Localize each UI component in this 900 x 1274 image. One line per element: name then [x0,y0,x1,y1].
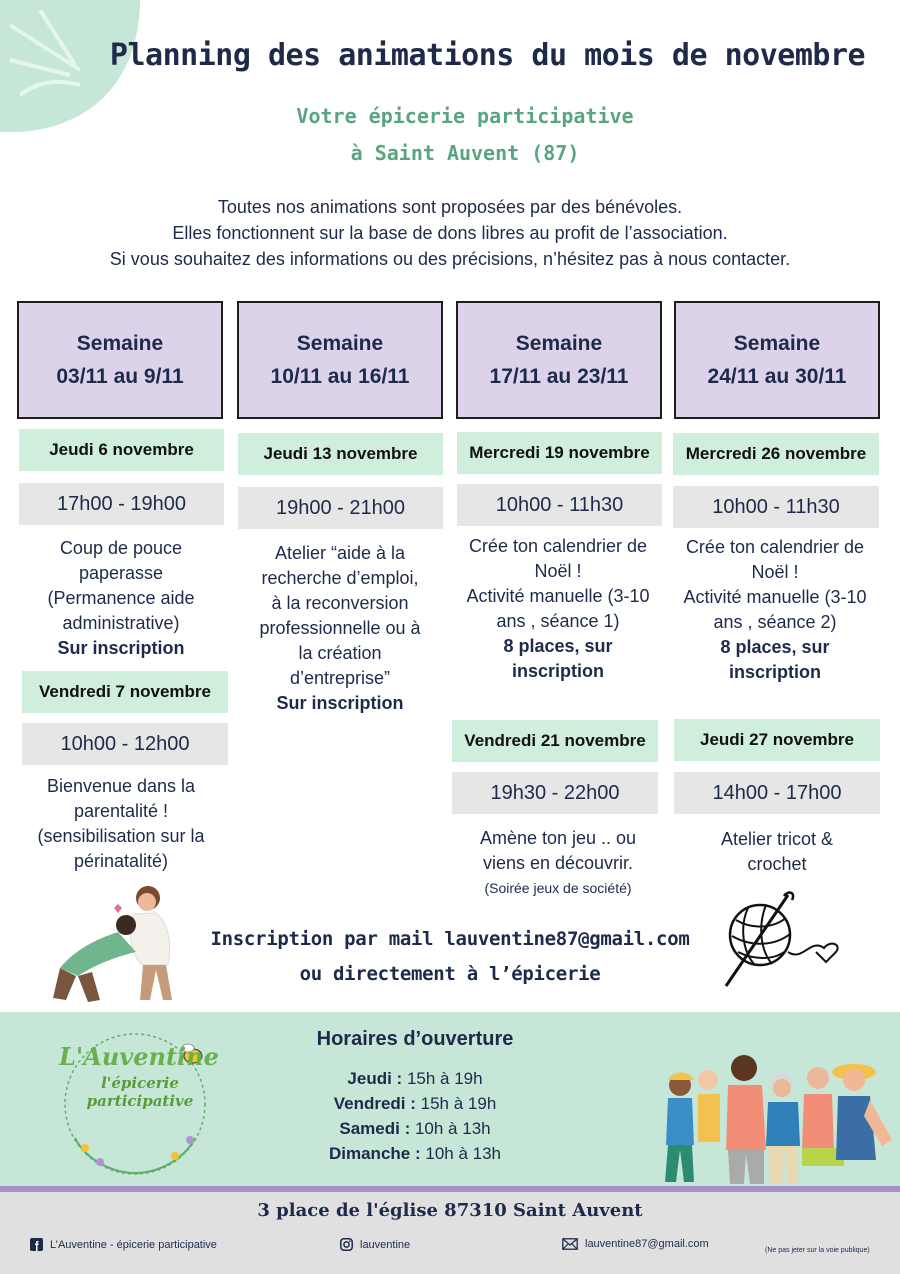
address: 3 place de l'église 87310 Saint Auvent [257,1200,643,1221]
facebook-label: L’Auventine - épicerie participative [50,1238,217,1251]
desc-line: Atelier “aide à la [274,543,406,563]
mail-icon [562,1238,578,1250]
desc-line: (sensibilisation sur la [37,826,205,846]
desc-line: paperasse [78,563,164,583]
event-day: Vendredi 7 novembre [22,671,228,713]
volunteers-illustration-icon [632,1050,900,1186]
email-label: lauventine87@gmail.com [585,1238,709,1250]
week-3-header [456,301,662,419]
week-label: Semaine [515,332,603,355]
page-title: Planning des animations du mois de novembre [109,38,866,73]
event-description [664,827,890,877]
week-range: 17/11 au 23/11 [489,365,629,388]
desc-line: ans , séance 2) [713,612,837,632]
subtitle-line-1: Votre épicerie participative [296,104,634,128]
event-time: 17h00 - 19h00 [19,483,224,525]
week-label: Semaine [76,332,164,355]
desc-line: Activité manuelle (3-10 [683,587,867,607]
event-time: 10h00 - 11h30 [673,486,879,528]
email-link[interactable] [562,1238,709,1250]
instagram-link[interactable] [340,1238,410,1251]
inscription-line-1: Inscription par mail lauventine87@gmail.com [210,928,690,950]
event-description [447,826,669,901]
subtitle-line-2: à Saint Auvent (87) [350,141,580,165]
desc-line: la création [298,643,382,663]
hours-time: 15h à 19h [406,1069,483,1088]
disposal-note: (Ne pas jeter sur la voie publique) [765,1247,870,1254]
instagram-label: lauventine [360,1238,411,1251]
desc-line: parentalité ! [73,801,169,821]
hours-row [270,1066,560,1091]
event-description [664,535,886,685]
desc-emphasis: 8 places, sur [503,636,613,656]
desc-line: d’entreprise” [289,668,391,688]
desc-line: viens en découvrir. [482,853,634,873]
desc-line: Noël ! [534,561,582,581]
desc-emphasis: 8 places, sur [720,637,830,657]
event-description [10,536,232,661]
event-day: Vendredi 21 novembre [452,720,658,762]
hours-title: Horaires d’ouverture [316,1028,514,1050]
week-1-header [17,301,223,419]
desc-line: ans , séance 1) [496,611,620,631]
desc-line: Bienvenue dans la [46,776,196,796]
event-day: Jeudi 27 novembre [674,719,880,761]
event-day: Mercredi 26 novembre [673,433,879,475]
intro-line: Toutes nos animations sont proposées par des bénévoles. [217,197,683,217]
hours-row [270,1091,560,1116]
desc-line: crochet [747,854,807,874]
week-range: 03/11 au 9/11 [56,365,184,388]
facebook-icon [30,1238,43,1251]
event-description [447,534,669,684]
desc-emphasis: Sur inscription [276,693,404,713]
desc-line: Crée ton calendrier de [685,537,865,557]
hours-row [270,1116,560,1141]
desc-line: périnatalité) [73,851,169,871]
desc-line: Atelier tricot & [720,829,834,849]
desc-emphasis: inscription [728,662,821,682]
auventine-logo [55,1028,219,1178]
desc-line: Amène ton jeu .. ou [479,828,637,848]
week-label: Semaine [296,332,384,355]
instagram-icon [340,1238,353,1251]
desc-line: (Permanence aide [47,588,195,608]
hours-time: 10h à 13h [414,1119,491,1138]
facebook-link[interactable] [30,1238,217,1251]
event-description [230,541,450,716]
event-time: 10h00 - 12h00 [22,723,228,765]
desc-line: Crée ton calendrier de [468,536,648,556]
logo-line-2: l'épicerie [101,1074,179,1092]
yarn-ball-icon [718,890,848,990]
week-2-header [237,301,443,419]
intro-line: Si vous souhaitez des informations ou des précisions, n’hésitez pas à nous contacter. [109,249,791,269]
desc-line: Noël ! [751,562,799,582]
desc-emphasis: Sur inscription [57,638,185,658]
desc-small-note: (Soirée jeux de société) [484,880,632,896]
logo-line-3: participative [86,1092,194,1110]
hours-time: 10h à 13h [425,1144,501,1163]
desc-line: à la reconversion [271,593,409,613]
desc-line: professionnelle ou à [259,618,421,638]
event-description [10,774,232,874]
inscription-line-2: ou directement à l’épicerie [299,963,601,985]
event-time: 19h30 - 22h00 [452,772,658,814]
intro-text [0,194,900,272]
event-day: Jeudi 6 novembre [19,429,224,471]
desc-line: Coup de pouce [59,538,183,558]
week-4-header [674,301,880,419]
hours-day: Jeudi : [347,1069,403,1088]
week-label: Semaine [733,332,821,355]
hours-time: 15h à 19h [420,1094,497,1113]
event-day: Mercredi 19 novembre [457,432,662,474]
event-time: 19h00 - 21h00 [238,487,443,529]
hours-day: Dimanche : [328,1144,421,1163]
week-range: 10/11 au 16/11 [270,365,410,388]
week-range: 24/11 au 30/11 [707,365,847,388]
event-time: 10h00 - 11h30 [457,484,662,526]
parents-illustration-icon [48,880,178,1005]
logo-name: L'Auventine [59,1042,219,1071]
hours-day: Vendredi : [333,1094,416,1113]
hours-day: Samedi : [339,1119,411,1138]
hours-list [270,1066,560,1166]
desc-line: recherche d’emploi, [261,568,419,588]
desc-line: Activité manuelle (3-10 [466,586,650,606]
event-time: 14h00 - 17h00 [674,772,880,814]
intro-line: Elles fonctionnent sur la base de dons libres au profit de l’association. [172,223,728,243]
hours-row [270,1141,560,1166]
event-day: Jeudi 13 novembre [238,433,443,475]
desc-line: administrative) [62,613,180,633]
desc-emphasis: inscription [511,661,604,681]
